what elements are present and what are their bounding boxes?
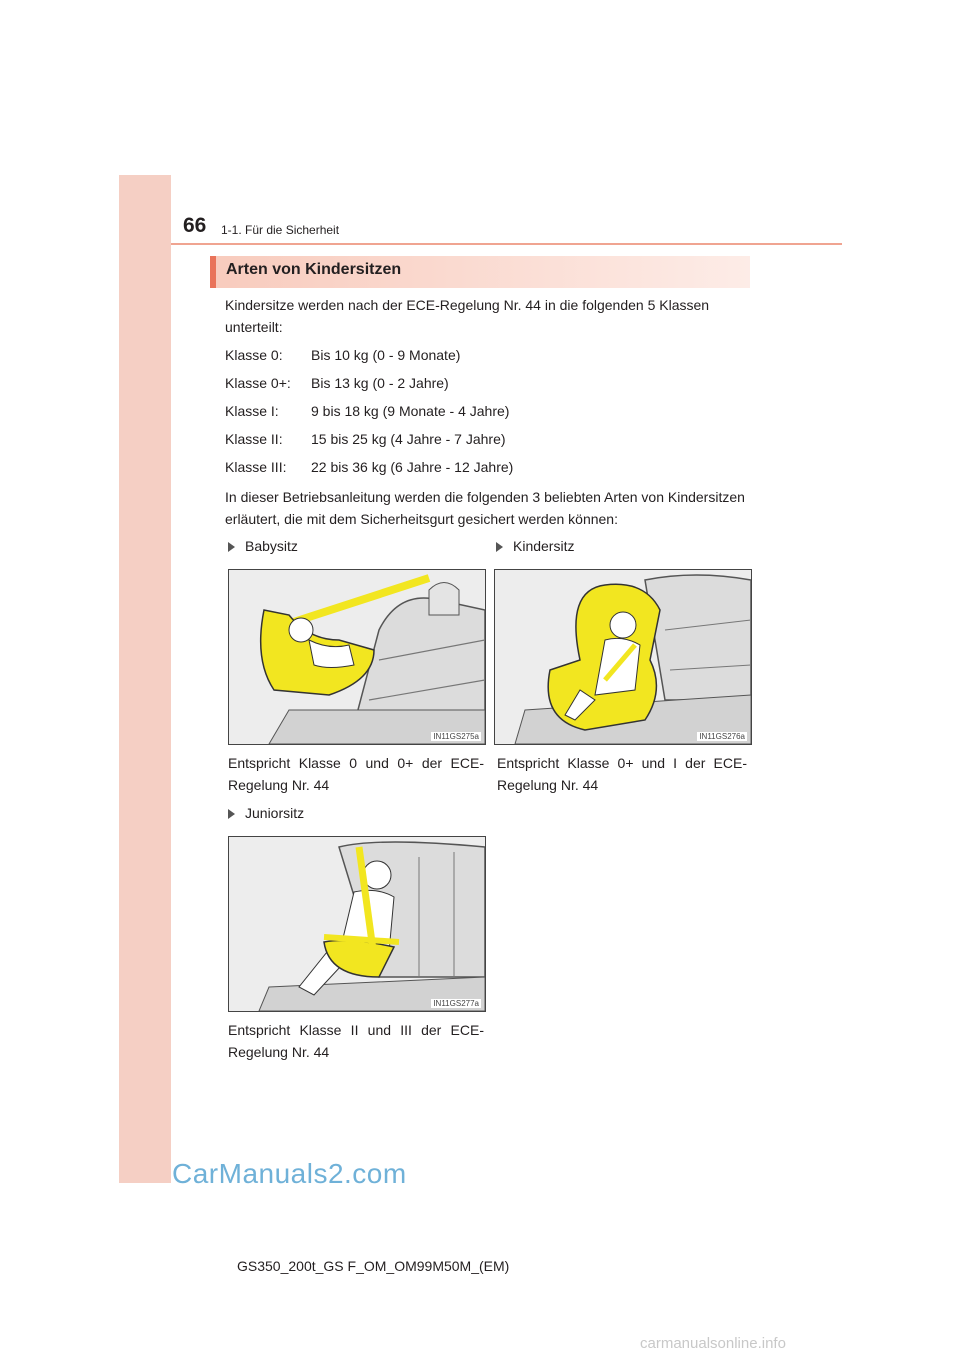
- seat-heading-babysitz: Babysitz: [228, 538, 298, 554]
- header-rule: [171, 243, 842, 245]
- class-row: Klasse II: 15 bis 25 kg (4 Jahre - 7 Jahre): [225, 431, 506, 447]
- bullet-triangle-icon: [228, 809, 235, 819]
- watermark-carmanuals2[interactable]: CarManuals2.com: [172, 1158, 407, 1189]
- babysitz-illustration: [228, 569, 486, 745]
- seat-caption-kindersitz: Entspricht Klasse 0+ und I der ECE-Regelung Nr. 44: [497, 755, 747, 793]
- figure-code: IN11GS276a: [699, 732, 745, 741]
- class-row: Klasse I: 9 bis 18 kg (9 Monate - 4 Jahre): [225, 403, 510, 419]
- watermark-carmanualsonline[interactable]: carmanualsonline.info: [640, 1335, 786, 1352]
- intro-paragraph: Kindersitze werden nach der ECE-Regelung Nr. 44 in die folgenden 5 Klassen unterteilt:: [225, 297, 710, 335]
- page-number: 66: [183, 214, 207, 237]
- section-heading: [210, 256, 750, 288]
- kindersitz-illustration: [494, 569, 752, 745]
- juniorsitz-illustration: [228, 836, 486, 1012]
- seat-heading-kindersitz: Kindersitz: [496, 538, 574, 554]
- class-row: Klasse 0+: Bis 13 kg (0 - 2 Jahre): [225, 375, 449, 391]
- chapter-title: 1-1. Für die Sicherheit: [221, 223, 340, 237]
- chapter-sidebar: [119, 175, 171, 1183]
- class-row: Klasse III: 22 bis 36 kg (6 Jahre - 12 Jahre): [225, 459, 514, 475]
- seat-caption-juniorsitz: Entspricht Klasse II und III der ECE-Regelung Nr. 44: [228, 1022, 484, 1060]
- class-row: Klasse 0: Bis 10 kg (0 - 9 Monate): [225, 347, 461, 363]
- figure-code: IN11GS275a: [433, 732, 479, 741]
- bullet-triangle-icon: [228, 542, 235, 552]
- seat-heading-juniorsitz: Juniorsitz: [228, 805, 304, 821]
- explain-paragraph: In dieser Betriebsanleitung werden die folgenden 3 beliebten Arten von Kindersitzen erläutert, die mit dem Sicherheitsgurt gesichert werden können:: [225, 489, 745, 527]
- section-title: Arten von Kindersitzen: [226, 261, 402, 278]
- footer-doc-code: GS350_200t_GS F_OM_OM99M50M_(EM): [237, 1258, 510, 1274]
- bullet-triangle-icon: [496, 542, 503, 552]
- figure-code: IN11GS277a: [433, 999, 479, 1008]
- seat-caption-babysitz: Entspricht Klasse 0 und 0+ der ECE-Regelung Nr. 44: [228, 755, 484, 793]
- section-accent: [210, 256, 216, 288]
